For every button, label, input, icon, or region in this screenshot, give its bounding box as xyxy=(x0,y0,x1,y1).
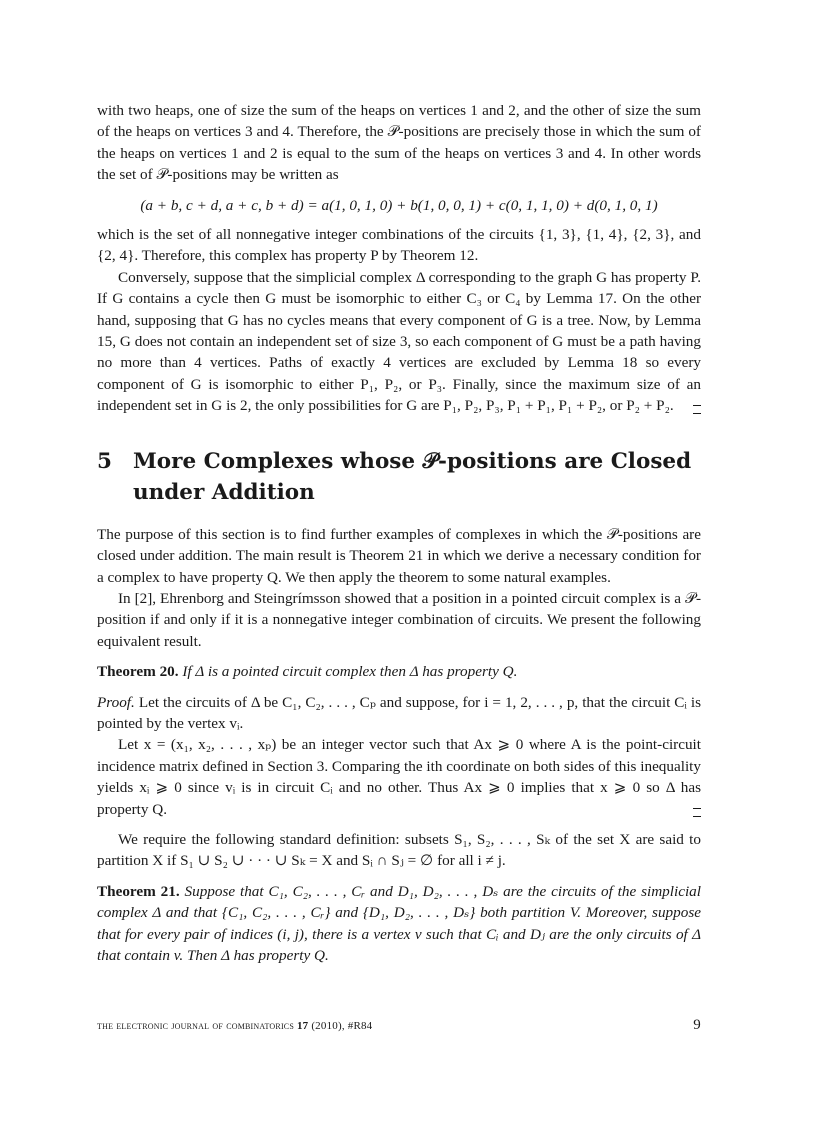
theorem-20-head: Theorem 20. xyxy=(97,663,179,681)
journal-volume: 17 xyxy=(296,1020,309,1032)
converse-block xyxy=(97,267,701,417)
paragraph-heaps: with two heaps, one of size the sum of the heaps on vertices 1 and 2, and the other of size the sum of the heaps on vertices 3 and 4. Therefore, the 𝒫-positions are precisely those in which the sum of the heaps on vertices 1 and 2 is equal to the sum of the heaps on vertices 3 and 4. In other words the set of 𝒫-positions may be written as xyxy=(97,102,701,184)
paper-page xyxy=(97,100,701,966)
page-footer xyxy=(97,1017,701,1034)
theorem-21-head: Theorem 21. xyxy=(97,882,180,900)
theorem-20 xyxy=(97,661,701,682)
theorem-21-body: Suppose that C₁, C₂, . . . , Cᵣ and D₁, D₂, . . . , Dₛ are the circuits of the simplicial complex Δ and that {C₁, C₂, . . . , Cᵣ} and {D₁, D₂, . . . , Dₛ} both partition V. Moreover, suppose that for every pair of indices (i, j), there is a vertex v such that Cᵢ and Dⱼ are the only circuits of Δ that contain v. Then Δ has property Q. xyxy=(97,882,701,964)
journal-year-article: (2010), #R84 xyxy=(311,1020,373,1032)
qed-symbol xyxy=(693,405,701,414)
journal-name: the electronic journal of combinatorics xyxy=(97,1018,294,1032)
page-number: 9 xyxy=(693,1017,701,1033)
display-equation xyxy=(97,195,701,216)
paragraph-converse: Conversely, suppose that the simplicial complex Δ corresponding to the graph G has property P. If G contains a cycle then G must be isomorphic to either C₃ or C₄ by Lemma 17. On the other hand, supposing that G has no cycles means that every component of G is a tree. Now, by Lemma 15, G does not contain an independent set of size 3, so each component of G must be a path having no more than 4 vertices. Paths of exactly 4 vertices are excluded by Lemma 18 so every component of G is isomorphic to either P₁, P₂, or P₃. Finally, since the maximum size of an independent set in G is 2, the only possibilities for G are P₁, P₂, P₃, P₁ + P₁, P₁ + P₂, or P₂ + P₂. xyxy=(97,268,701,415)
footer-citation xyxy=(97,1018,372,1033)
qed-symbol xyxy=(693,808,701,817)
section-number: 5 xyxy=(97,448,112,474)
equation-text: (a + b, c + d, a + c, b + d) = a(1, 0, 1, 0) + b(1, 0, 0, 1) + c(0, 1, 1, 0) + d(0, 1, 0, 1) xyxy=(140,196,658,214)
paragraph-partition-definition: We require the following standard definition: subsets S₁, S₂, . . . , Sₖ of the set X are said to partition X if S₁ ∪ S₂ ∪ · · · ∪ Sₖ = X and Sᵢ ∩ Sⱼ = ∅ for all i ≠ j. xyxy=(97,830,701,870)
theorem-21 xyxy=(97,881,701,967)
section-title: More Complexes whose 𝒫-positions are Closed under Addition xyxy=(133,448,692,505)
paragraph-purpose: The purpose of this section is to find further examples of complexes in which the 𝒫-positions are closed under addition. The main result is Theorem 21 in which we derive a necessary condition for a complex to have property Q. We then apply the theorem to some natural examples. xyxy=(97,525,701,586)
paragraph-ehrenborg: In [2], Ehrenborg and Steingrímsson showed that a position in a pointed circuit complex is a 𝒫-position if and only if it is a nonnegative integer combination of circuits. We present the following equivalent result. xyxy=(97,589,701,650)
theorem-20-body: If Δ is a pointed circuit complex then Δ has property Q. xyxy=(182,663,518,681)
proof-paragraph-1 xyxy=(97,692,701,735)
proof-paragraph-2: Let x = (x₁, x₂, . . . , xₚ) be an integer vector such that Ax ⩾ 0 where A is the point-circuit incidence matrix defined in Section 3. Comparing the ith coordinate on both sides of this inequality yields xᵢ ⩾ 0 since vᵢ is in circuit Cᵢ and no other. Thus Ax ⩾ 0 implies that x ⩾ 0 so Δ has property Q. xyxy=(97,736,701,818)
proof-label: Proof. xyxy=(97,693,135,711)
paragraph-circuits: which is the set of all nonnegative integer combinations of the circuits {1, 3}, {1, 4}, {2, 3}, and {2, 4}. Therefore, this complex has property P by Theorem 12. xyxy=(97,226,701,265)
section-heading xyxy=(97,446,701,508)
proof-block-2 xyxy=(97,734,701,820)
proof-text-1: Let the circuits of Δ be C₁, C₂, . . . , Cₚ and suppose, for i = 1, 2, . . . , p, that the circuit Cᵢ is pointed by the vertex vᵢ. xyxy=(97,693,702,732)
